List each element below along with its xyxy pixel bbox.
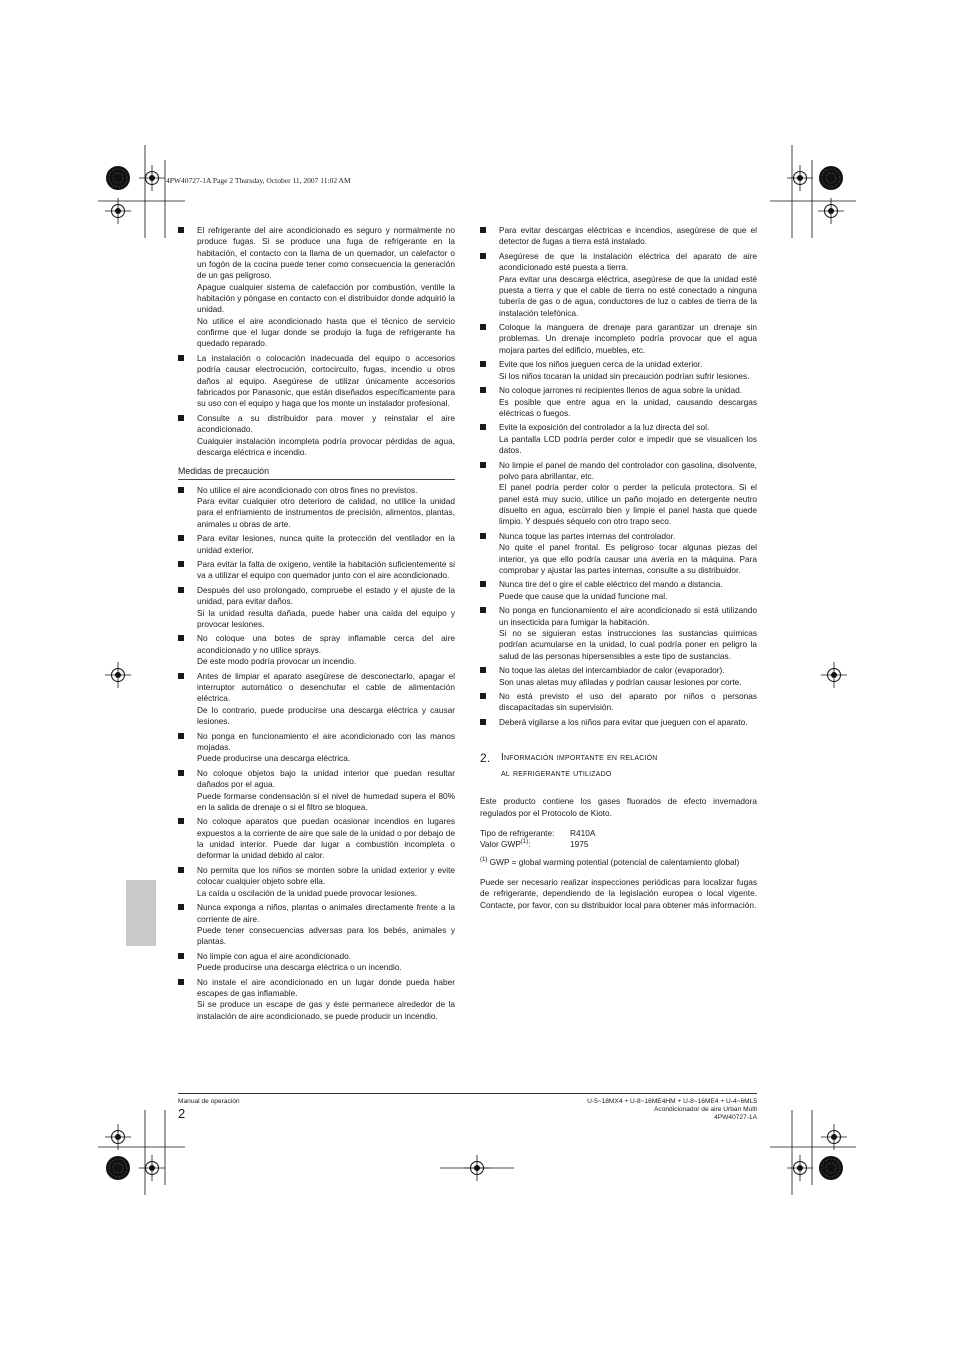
list-item-text: Para evitar cualquier otro deterioro de calidad, no utilice la unidad para el enfriamiento de instrumentos de precisión, alimentos, plantas, animales u obras de arte. [197,495,455,529]
square-bullet-icon [480,424,486,430]
list-item [480,665,757,688]
gwp-footnote [480,857,757,868]
list-item [178,485,455,530]
list-item [480,359,757,382]
list-item [178,413,455,458]
right-column [480,225,757,920]
list-item-text: No instale el aire acondicionado en un lugar donde pueda haber escapes de gas inflamable. [197,976,455,998]
list-item-text: No toque las aletas del intercambiador de calor (evaporador). [499,665,725,676]
list-item-text: No coloque jarrones ni recipientes llenos de agua sobre la unidad. [499,385,743,396]
list-item-text: Es posible que entre agua en la unidad, causando descargas eléctricas o fuegos. [499,396,757,418]
page-number: 2 [178,1106,186,1121]
list-item [480,322,757,356]
list-item [178,633,455,667]
list-item-text: No limpie con agua el aire acondicionado. [197,950,352,961]
list-item-text: Cualquier instalación incompleta podría provocar pérdidas de agua, descarga eléctrica e incendio. [197,435,455,457]
list-item [178,731,455,765]
list-item-text: Si la unidad resulta dañada, puede haber una caída del equipo y provocar lesiones. [197,607,455,629]
list-item [178,533,455,556]
section-intro: Este producto contiene los gases fluorados de efecto invernadora regulados por el Protocolo de Kioto. [480,796,757,818]
list-item-text: No ponga en funcionamiento el aire acondicionado con las manos mojadas. [197,730,455,752]
list-item-text: Si se produce un escape de gas y éste permanece alrededor de la instalación de aire acondicionado, se puede producir un incendio. [197,999,455,1021]
list-item-text: Asegúrese de que la instalación eléctrica del aparato de aire acondicionado esté puesta a tierra. [499,250,757,273]
list-item [178,559,455,582]
gwp-value: 1975 [570,839,589,850]
square-bullet-icon [178,415,184,421]
list-item-text: No coloque una botes de spray inflamable cerca del aire acondicionado y no utilice sprays. [197,633,455,655]
list-item-text: Son unas aletas muy afiladas y podrían causar lesiones por corte. [499,676,742,687]
list-item-text: De lo contrario, puede producirse una descarga eléctrica y causar lesiones. [197,704,455,727]
list-item-text: Después del uso prolongado, compruebe el estado y el ajuste de la unidad, para evitar daños. [197,584,455,607]
list-item-text: Apague cualquier sistema de calefacción por combustión, ventile la habitación y póngase en contacto con el distribuidor donde adquirió la unidad. [197,281,455,315]
square-bullet-icon [178,979,184,985]
list-item-text: Puede que cause que la unidad funcione mal. [499,590,668,601]
list-item-text: La instalación o colocación inadecuada del equipo o accesorios podría causar electrocución, cortocircuito, fugas, incendio u otros daños al equipo. Asegúrese de utilizar únicamente accesorios fabricados por Panasonic, que están diseñados específicamente para su uso con el equipo y haga que los monte un instalador profesional. [197,352,455,409]
footer-rule [178,1093,757,1094]
list-item [480,422,757,456]
square-bullet-icon [480,387,486,393]
list-item-text: No quite el panel frontal. Es peligroso tocar algunas piezas del interior, ya que ello podría causar una avería en la máquina. Para comprobar y ajustar las partes internas, consulte a su distribuidor. [499,542,757,575]
square-bullet-icon [480,581,486,587]
list-item [480,385,757,419]
square-bullet-icon [480,253,486,259]
section-title-line2: al refrigerante utilizado [501,768,612,780]
list-item-text: No utilice el aire acondicionado con otros fines no previstos. [197,484,418,495]
square-bullet-icon [480,667,486,673]
square-bullet-icon [178,487,184,493]
list-item [178,951,455,974]
language-tab [126,880,156,946]
gwp-row [480,839,757,850]
print-header: 4PW40727-1A Page 2 Thursday, October 11, 2007 11:02 AM [166,176,351,185]
square-bullet-icon [178,587,184,593]
footer-models: U-5~18MX4 + U-8~16ME4HM + U-8~16ME4 + U-4~6ML5 [587,1098,757,1105]
list-item-text: Para evitar la falta de oxígeno, ventile la habitación suficientemente si va a utilizar el equipo con quemador junto con el aire acondicionado. [197,559,455,581]
list-item [178,353,455,410]
list-item-text: Consulte a su distribuidor para mover y reinstalar el aire acondicionado. [197,412,455,435]
list-item [480,717,757,728]
footer-manual-label: Manual de operación [178,1098,240,1105]
square-bullet-icon [480,533,486,539]
list-item-text: Puede tener consecuencias adversas para los bebés, animales y plantas. [197,924,455,947]
square-bullet-icon [480,324,486,330]
list-item-text: Coloque la manguera de drenaje para garantizar un drenaje sin problemas. Un drenaje incompleto podría provocar que el agua mojara partes del edificio, muebles, etc. [499,322,757,355]
list-item-text: Deberá vigilarse a los niños para evitar que jueguen con el aparato. [499,717,748,727]
footnote-text: GWP = global warming potential (potencial de calentamiento global) [489,856,740,867]
square-bullet-icon [178,673,184,679]
square-bullet-icon [178,733,184,739]
square-bullet-icon [178,535,184,541]
list-item [178,585,455,630]
intro-list [178,225,455,458]
list-item [178,902,455,947]
list-item-text: Si los niños tocaran la unidad sin precaución podrían sufrir lesiones. [499,370,750,381]
list-item-text: El refrigerante del aire acondicionado es seguro y normalmente no produce fugas. Si se produce una fuga de refrigerante en la habitación, el contacto con la llama de un quemador, un calefactor o un fogón de la cocina puede tener como consecuencia la generación de un gas peligroso. [197,225,455,281]
gwp-label-group [480,839,570,850]
square-bullet-icon [480,462,486,468]
list-item [480,579,757,602]
list-item-text: Nunca exponga a niños, plantas o animales directamente frente a la corriente de aire. [197,902,455,924]
inspection-paragraph: Puede ser necesario realizar inspecciones periódicas para localizar fugas de refrigerante, dependiendo de la legislación europea o local vigente. Contacte, por favor, con su distribuidor local para obtener más información. [480,877,757,910]
square-bullet-icon [480,719,486,725]
list-item [480,605,757,662]
square-bullet-icon [178,355,184,361]
square-bullet-icon [178,818,184,824]
list-item-text: No está previsto el uso del aparato por niños o personas discapacitadas sin supervisión. [499,691,757,713]
square-bullet-icon [178,953,184,959]
gwp-colon: : [528,839,531,850]
square-bullet-icon [480,607,486,613]
list-item-text: Evite que los niños jueguen cerca de la unidad exterior. [499,359,703,370]
square-bullet-icon [480,361,486,367]
list-item-text: No permita que los niños se monten sobre la unidad exterior y evite colocar cualquier objeto sobre ella. [197,864,455,887]
square-bullet-icon [480,693,486,699]
list-item-text: Puede producirse una descarga eléctrica o un incendio. [197,962,402,973]
list-item [480,691,757,714]
list-item [178,768,455,813]
list-item-text: No coloque aparatos que puedan ocasionar incendios en lugares expuestos a la corriente de aire que sale de la unidad o por debajo de la unidad interior. Puede dar lugar a combustión incompleta o deformar la unidad debido al calor. [197,816,455,861]
list-item-text: La pantalla LCD podría perder color e impedir que se visualicen los datos. [499,433,757,456]
square-bullet-icon [178,561,184,567]
list-item-text: Puede formarse condensación si el nivel de humedad supera el 80% en la salida de drenaje o si el filtro se bloquea. [197,790,455,812]
left-column [178,225,455,1025]
list-item-text: Para evitar descargas eléctricas e incendios, asegúrese de que el detector de fugas a tierra está instalado. [499,225,757,247]
footer-product: Acondicionador de aire Urban Multi [654,1106,757,1113]
list-item-text: La caída u oscilación de la unidad puede provocar lesiones. [197,887,418,898]
list-item-text: No limpie el panel de mando del controlador con gasolina, disolvente, polvo para abrillantar, etc. [499,459,757,481]
list-item [178,977,455,1022]
gwp-label: Valor GWP [480,839,521,850]
list-item-text: No coloque objetos bajo la unidad interior que puedan resultar dañados por el agua. [197,767,455,790]
precautions-list [178,485,455,1022]
list-item [480,251,757,319]
list-item-text: Nunca tire del o gire el cable eléctrico del mando a distancia. [499,579,723,590]
refrigerant-value: R410A [570,828,596,839]
list-item-text: Para evitar lesiones, nunca quite la protección del ventilador en la unidad exterior. [197,533,455,555]
square-bullet-icon [178,904,184,910]
list-item [480,460,757,528]
footer-product-info [540,1098,757,1122]
square-bullet-icon [178,227,184,233]
list-item-text: Evite la exposición del controlador a la luz directa del sol. [499,422,710,433]
list-item [480,531,757,576]
list-item [480,225,757,248]
footer-code: 4PW40727-1A [714,1114,757,1121]
list-item-text: El panel podría perder color o perder la película protectora. Si el panel está muy sucio, utilice un paño mojado en detergente neutro disuelto en agua, escúrralo bien y limpie el panel hasta que quede limpio. Y después séquelo con otro trapo seco. [499,482,757,527]
list-item [178,865,455,899]
section-title-line1: Información importante en relación [501,752,658,764]
refrigerant-row [480,828,757,839]
list-item-text: Antes de limpiar el aparato asegúrese de desconectarlo, apagar el interruptor automático o desenchufar el cable de alimentación eléctrica. [197,670,455,704]
list-item-text: De este modo podría provocar un incendio. [197,656,357,667]
list-item [178,671,455,728]
right-list [480,225,757,728]
precautions-heading: Medidas de precaución [178,466,455,479]
square-bullet-icon [178,770,184,776]
square-bullet-icon [480,227,486,233]
square-bullet-icon [178,867,184,873]
list-item-text: No ponga en funcionamiento el aire acondicionado si está utilizando un insecticida para fumigar la habitación. [499,605,757,627]
list-item-text: Para evitar una descarga eléctrica, asegúrese de que la unidad esté puesta a tierra y que el cable de tierra no esté conectado a ninguna tubería de gas o de agua, conductores de luz o cables de tierra de la instalación telefónica. [499,273,757,318]
list-item [178,816,455,861]
list-item-text: Nunca toque las partes internas del controlador. [499,530,676,541]
list-item-text: Si no se siguieran estas instrucciones las sustancias químicas podrían acumularse en la unidad, lo cual podría poner en peligro la salud de las personas hipersensibles a este tipo de sustancias. [499,628,757,661]
section-heading [480,750,757,782]
footnote-marker: (1) [480,856,488,863]
section-number: 2. [480,751,491,766]
gwp-footnote-ref: (1) [520,839,529,846]
refrigerant-label: Tipo de refrigerante: [480,828,555,839]
list-item-text: Puede producirse una descarga eléctrica. [197,753,351,764]
list-item [178,225,455,350]
square-bullet-icon [178,635,184,641]
list-item-text: No utilice el aire acondicionado hasta que el técnico de servicio confirme que el lugar donde se produjo la fuga de refrigerante ha quedado reparado. [197,315,455,349]
